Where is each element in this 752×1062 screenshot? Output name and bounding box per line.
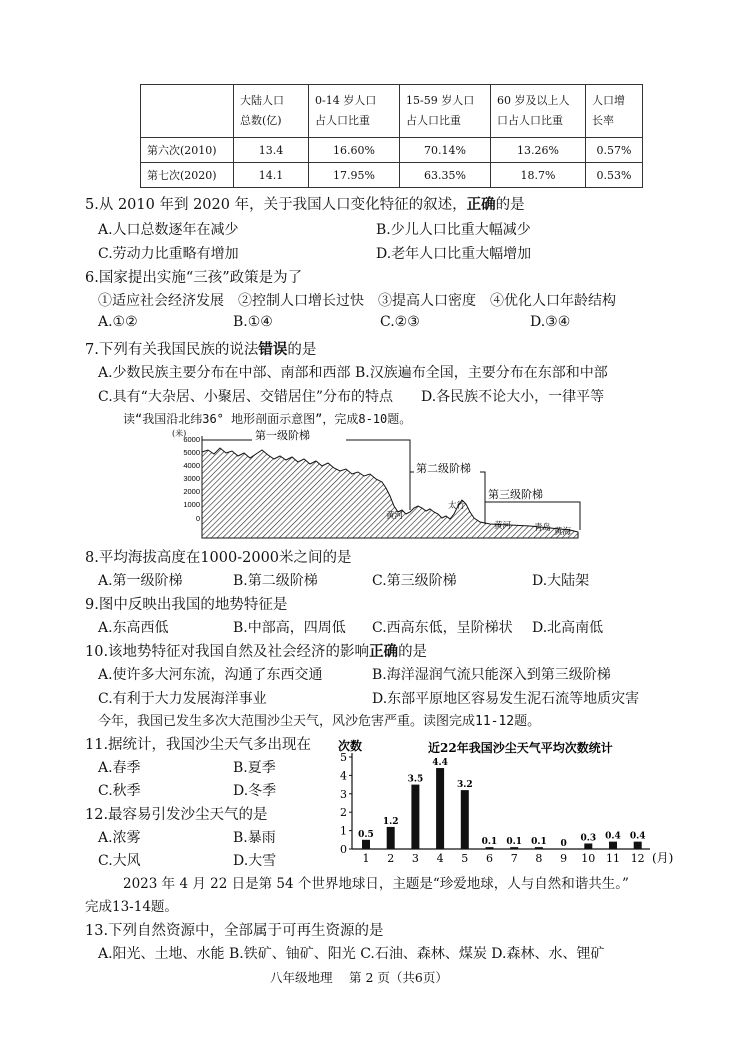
chart-xtick-label: 5 xyxy=(461,852,469,865)
chart-value-label: 0.1 xyxy=(481,837,498,848)
q8-stem: 8.平均海拔高度在1000-2000米之间的是 xyxy=(85,550,352,566)
table-cell: 13.4 xyxy=(234,138,309,163)
chart-ylabel: 次数 xyxy=(338,739,363,753)
q6-option-d[interactable]: D.③④ xyxy=(530,314,571,330)
q6-option-c[interactable]: C.②③ xyxy=(380,314,420,330)
terrain-profile-diagram xyxy=(170,426,585,544)
table-row xyxy=(141,138,643,163)
chart-value-label: 0.4 xyxy=(605,831,621,842)
step3-label: 第三级阶梯 xyxy=(488,489,543,501)
label-qingdao: 青岛 xyxy=(534,522,552,532)
chart-value-label: 3.5 xyxy=(407,774,424,785)
chart-xtick-label: 1 xyxy=(362,852,370,865)
label-huanghai: 黄海 xyxy=(554,526,572,536)
q9-option-c[interactable]: C.西高东低，呈阶梯状 xyxy=(372,620,513,636)
chart-value-label: 3.2 xyxy=(456,780,473,791)
table-header-cell: 0-14 岁人口 占人口比重 xyxy=(309,85,400,138)
q11-option-d[interactable]: D.冬季 xyxy=(233,783,277,799)
chart-xtick-label: 10 xyxy=(581,852,596,865)
q6-stem: 6.国家提出实施“三孩”政策是为了 xyxy=(85,270,303,286)
q11-option-a[interactable]: A.春季 xyxy=(98,760,141,776)
q10-stem: 10.该地势特征对我国自然及社会经济的影响正确的是 xyxy=(85,643,428,660)
table-header-cell xyxy=(141,85,234,138)
chart-bar xyxy=(584,843,592,849)
profile-ytick: 4000 xyxy=(183,461,200,470)
table-header-cell: 60 岁及以上人 口占人口比重 xyxy=(491,85,586,138)
q8-option-b[interactable]: B.第二级阶梯 xyxy=(233,573,318,589)
q11-option-b[interactable]: B.夏季 xyxy=(233,760,276,776)
table-cell: 0.53% xyxy=(586,163,643,188)
population-table xyxy=(140,84,643,188)
q5-option-d[interactable]: D.老年人口比重大幅增加 xyxy=(376,246,532,262)
q9-option-a[interactable]: A.东高西低 xyxy=(98,620,169,636)
chart-ytick-label: 4 xyxy=(340,769,347,783)
q11-stem: 11.据统计，我国沙尘天气多出现在 xyxy=(85,737,312,753)
chart-bar xyxy=(609,842,617,849)
profile-unit: (米) xyxy=(172,429,187,438)
dust-weather-bar-chart xyxy=(330,736,700,868)
chart-bar xyxy=(387,827,395,849)
table-row xyxy=(141,163,643,188)
q10-option-d[interactable]: D.东部平原地区容易发生泥石流等地质灾害 xyxy=(372,691,640,707)
table-cell: 17.95% xyxy=(309,163,400,188)
table-cell: 18.7% xyxy=(491,163,586,188)
profile-ytick: 0 xyxy=(195,514,200,523)
q12-stem: 12.最容易引发沙尘天气的是 xyxy=(85,807,268,823)
chart-value-label: 0.1 xyxy=(506,837,523,848)
q7-options-ab[interactable]: A.少数民族主要分布在中部、南部和西部 B.汉族遍布全国，主要分布在东部和中部 xyxy=(98,365,608,381)
table-cell: 第六次(2010) xyxy=(141,138,234,163)
chart-xtick-label: 3 xyxy=(411,852,419,865)
profile-ytick: 1000 xyxy=(183,500,200,509)
q13-stem: 13.下列自然资源中，全部属于可再生资源的是 xyxy=(85,923,384,939)
q5-option-c[interactable]: C.劳动力比重略有增加 xyxy=(98,246,239,262)
intro-13-14-cont: 完成13-14题。 xyxy=(85,899,178,915)
q5-option-b[interactable]: B.少儿人口比重大幅减少 xyxy=(376,222,531,238)
profile-ytick: 2000 xyxy=(183,487,200,496)
step1-label: 第一级阶梯 xyxy=(255,430,310,442)
q9-option-b[interactable]: B.中部高，四周低 xyxy=(233,620,346,636)
q8-option-c[interactable]: C.第三级阶梯 xyxy=(372,573,457,589)
chart-ytick-label: 1 xyxy=(340,824,347,838)
chart-ytick-label: 5 xyxy=(340,751,347,764)
table-cell: 0.57% xyxy=(586,138,643,163)
chart-bar xyxy=(411,785,419,849)
q11-option-c[interactable]: C.秋季 xyxy=(98,783,141,799)
chart-xtick-label: 6 xyxy=(486,852,493,865)
table-cell: 70.14% xyxy=(400,138,491,163)
chart-value-label: 0.3 xyxy=(580,833,597,844)
q6-option-b[interactable]: B.①④ xyxy=(233,314,273,330)
profile-ytick: 6000 xyxy=(183,435,200,444)
table-cell: 第七次(2020) xyxy=(141,163,234,188)
q7-stem: 7.下列有关我国民族的说法错误的是 xyxy=(85,341,317,358)
intro-8-10: 读“我国沿北纬36° 地形剖面示意图”，完成8-10题。 xyxy=(123,412,412,426)
chart-bar xyxy=(362,840,370,849)
page-footer: 八年级地理 第 2 页（共6页） xyxy=(270,970,448,985)
table-header-cell: 人口增 长率 xyxy=(586,85,643,138)
q8-option-d[interactable]: D.大陆架 xyxy=(532,573,590,589)
chart-value-label: 0.1 xyxy=(531,837,547,848)
q9-option-d[interactable]: D.北高南低 xyxy=(532,620,604,636)
label-huanghe-1: 黄河 xyxy=(386,510,404,520)
chart-title: 近22年我国沙尘天气平均次数统计 xyxy=(428,741,613,755)
q5-stem: 5.从 2010 年到 2020 年，关于我国人口变化特征的叙述，正确的是 xyxy=(85,196,525,213)
chart-value-label: 4.4 xyxy=(432,758,448,769)
chart-bar xyxy=(634,842,642,849)
q7-options-cd[interactable]: C.具有“大杂居、小聚居、交错居住”分布的特点 D.各民族不论大小，一律平等 xyxy=(98,389,605,405)
chart-bar xyxy=(436,768,444,849)
chart-value-label: 0 xyxy=(560,839,567,849)
chart-xlabel: (月) xyxy=(652,851,674,865)
chart-ytick-label: 2 xyxy=(340,806,347,820)
chart-xtick-label: 9 xyxy=(560,852,568,865)
q8-option-a[interactable]: A.第一级阶梯 xyxy=(98,573,183,589)
chart-ytick-label: 3 xyxy=(340,787,347,801)
profile-ytick: 3000 xyxy=(183,474,200,483)
q10-option-b[interactable]: B.海洋湿润气流只能深入到第三级阶梯 xyxy=(372,667,611,683)
chart-xtick-label: 8 xyxy=(535,852,543,865)
chart-bar xyxy=(461,790,469,849)
label-taihang: 太行 xyxy=(448,500,466,510)
chart-xtick-label: 7 xyxy=(510,852,518,865)
table-cell: 14.1 xyxy=(234,163,309,188)
table-cell: 63.35% xyxy=(400,163,491,188)
chart-xtick-label: 4 xyxy=(436,852,444,865)
profile-ytick: 5000 xyxy=(183,448,200,457)
q12-option-a[interactable]: A.浓雾 xyxy=(98,830,141,846)
q10-option-a[interactable]: A.使许多大河东流，沟通了东西交通 xyxy=(98,667,323,683)
chart-xtick-label: 11 xyxy=(606,852,620,865)
q6-option-a[interactable]: A.①② xyxy=(98,314,138,330)
chart-value-label: 0.5 xyxy=(358,829,374,840)
intro-13-14: 2023 年 4 月 22 日是第 54 个世界地球日，主题是“珍爱地球，人与自然和谐共生。” xyxy=(123,876,629,892)
q10-option-c[interactable]: C.有利于大力发展海洋事业 xyxy=(98,691,267,707)
q5-option-a[interactable]: A.人口总数逐年在减少 xyxy=(98,222,239,238)
label-huanghe-2: 黄河 xyxy=(494,520,512,530)
q12-option-d[interactable]: D.大雪 xyxy=(233,853,277,869)
intro-11-12: 今年，我国已发生多次大范围沙尘天气，风沙危害严重。读图完成11-12题。 xyxy=(98,714,541,729)
chart-value-label: 1.2 xyxy=(382,816,399,827)
q13-options[interactable]: A.阳光、土地、水能 B.铁矿、铀矿、阳光 C.石油、森林、煤炭 D.森林、水、锂矿 xyxy=(98,946,605,962)
table-header-cell: 15-59 岁人口 占人口比重 xyxy=(400,85,491,138)
q12-option-c[interactable]: C.大风 xyxy=(98,853,141,869)
table-cell: 13.26% xyxy=(491,138,586,163)
table-cell: 16.60% xyxy=(309,138,400,163)
q9-stem: 9.图中反映出我国的地势特征是 xyxy=(85,597,288,613)
chart-xtick-label: 12 xyxy=(630,852,645,865)
chart-value-label: 0.4 xyxy=(629,831,646,842)
table-header-cell: 大陆人口 总数(亿) xyxy=(234,85,309,138)
step2-label: 第二级阶梯 xyxy=(416,463,471,475)
table-header-row xyxy=(141,85,643,138)
chart-xtick-label: 2 xyxy=(387,852,395,865)
q12-option-b[interactable]: B.暴雨 xyxy=(233,830,276,846)
q6-items: ①适应社会经济发展 ②控制人口增长过快 ③提高人口密度 ④优化人口年龄结构 xyxy=(98,293,616,309)
chart-ytick-label: 0 xyxy=(340,843,347,856)
